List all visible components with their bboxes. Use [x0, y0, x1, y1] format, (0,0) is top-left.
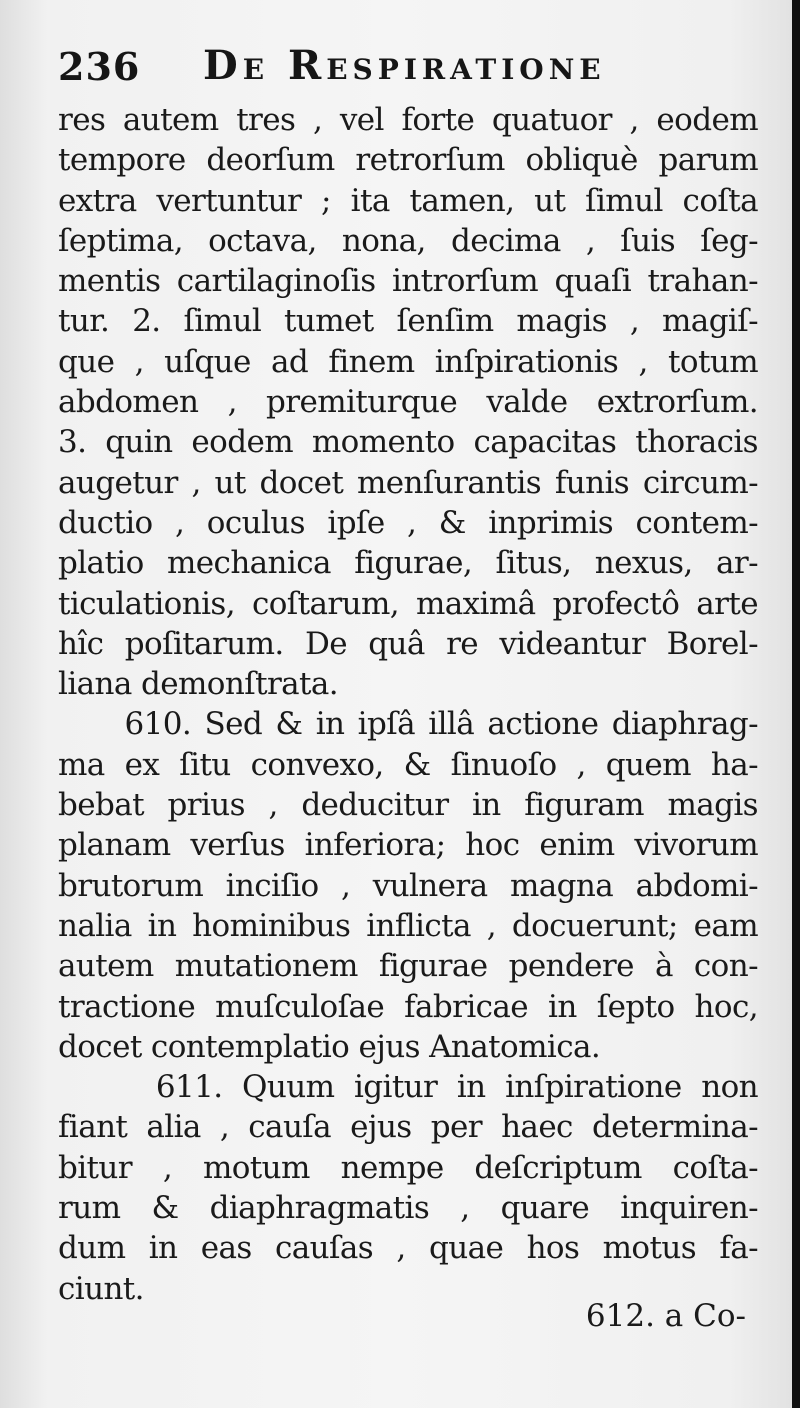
- text-line: tur. 2. ſimul tumet ſenſim magis , magiſ-: [58, 303, 758, 340]
- text-line: dum in eas cauſas , quae hos motus fa-: [58, 1230, 758, 1267]
- text-line: 610. Sed & in ipſâ illâ actione diaphrag-: [58, 706, 758, 743]
- catchword: 612. a Co-: [585, 1298, 746, 1334]
- text-line: platio mechanica figurae, ſitus, nexus, ar-: [58, 545, 758, 582]
- text-line: ciunt.: [58, 1270, 144, 1307]
- text-line: docet contemplatio ejus Anatomica.: [58, 1028, 601, 1065]
- page-header: [58, 36, 758, 96]
- text-line: ductio , oculus ipſe , & inprimis contem-: [58, 504, 758, 541]
- text-line: autem mutationem figurae pendere à con-: [58, 948, 758, 985]
- text-line: tractione muſculoſae fabricae in ſepto hoc,: [58, 988, 758, 1025]
- text-line: extra vertuntur ; ita tamen, ut ſimul coſta: [58, 182, 758, 219]
- text-line: brutorum inciſio , vulnera magna abdomi-: [58, 867, 758, 904]
- text-line: liana demonſtrata.: [58, 666, 339, 703]
- text-line: 611. Quum igitur in inſpiratione non: [58, 1069, 758, 1106]
- text-line: hîc poſitarum. De quâ re videantur Borel-: [58, 625, 758, 662]
- text-line: res autem tres , vel forte quatuor , eodem: [58, 102, 758, 138]
- text-line: bebat prius , deducitur in figuram magis: [58, 787, 758, 824]
- text-line: nalia in hominibus inflicta , docuerunt; eam: [58, 907, 758, 944]
- text-line: planam verſus inferiora; hoc enim vivorum: [58, 827, 758, 864]
- text-line: mentis cartilaginoſis introrſum quaſi trahan-: [58, 263, 758, 300]
- text-line: 3. quin eodem momento capacitas thoracis: [58, 424, 758, 461]
- text-line: que , uſque ad finem inſpirationis , totum: [58, 343, 758, 380]
- text-line: fiant alia , cauſa ejus per haec determina-: [58, 1109, 758, 1146]
- text-line: tempore deorſum retrorſum obliquè parum: [58, 142, 758, 179]
- page-number: 236: [58, 44, 141, 89]
- text-line: rum & diaphragmatis , quare inquiren-: [58, 1190, 758, 1227]
- running-head: De Respiratione: [203, 42, 606, 89]
- body-text: [58, 100, 758, 1309]
- text-line: augetur , ut docet menſurantis funis circum-: [58, 464, 758, 501]
- text-line: ticulationis, coſtarum, maximâ profectô arte: [58, 585, 758, 622]
- text-line: ma ex ſitu convexo, & ſinuoſo , quem ha-: [58, 746, 758, 783]
- text-line: ſeptima, octava, nona, decima , ſuis ſeg-: [58, 222, 758, 259]
- text-line: bitur , motum nempe deſcriptum coſta-: [58, 1149, 758, 1186]
- text-line: abdomen , premiturque valde extrorſum.: [58, 384, 758, 421]
- page-edge-shadow: [792, 0, 800, 1408]
